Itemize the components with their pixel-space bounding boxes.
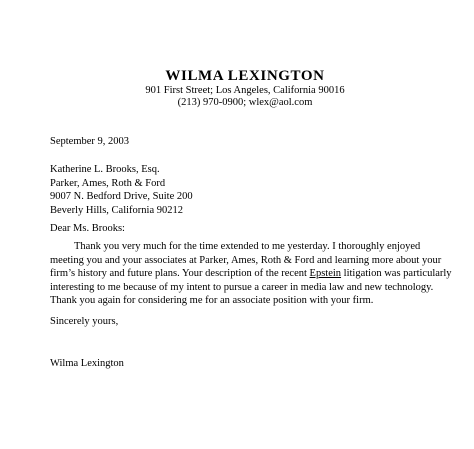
letterhead	[0, 67, 474, 109]
recipient-name: Katherine L. Brooks, Esq.	[50, 164, 160, 175]
letter-date: September 9, 2003	[50, 136, 130, 147]
sender-name: WILMA LEXINGTON	[165, 68, 325, 84]
body-line-1: Thank you very much for the time extended to me yesterday. I thoroughly enjoyed	[74, 241, 421, 252]
recipient-firm: Parker, Ames, Roth & Ford	[50, 177, 166, 189]
body-line-3	[50, 267, 450, 281]
body-line-5: Thank you again for considering me for an associate position with your firm.	[50, 295, 374, 306]
sender-contact: (213) 970-0900; wlex@aol.com	[177, 97, 313, 108]
closing: Sincerely yours,	[50, 316, 119, 327]
body-line-4: interesting to me because of my intent to pursue a career in media law and new technology.	[50, 281, 434, 293]
body-line-3-end: litigation was particularly	[341, 268, 452, 279]
body-paragraph	[50, 240, 450, 308]
sender-address: 901 First Street; Los Angeles, California 90016	[145, 85, 345, 96]
recipient-address	[50, 163, 193, 217]
recipient-city: Beverly Hills, California 90212	[50, 204, 183, 216]
body-line-2: meeting you and your associates at Parker, Ames, Roth & Ford and learning more about your	[50, 254, 442, 266]
salutation: Dear Ms. Brooks:	[50, 223, 125, 234]
epstein-underlined: Epstein	[309, 268, 342, 279]
signature-name: Wilma Lexington	[50, 358, 124, 369]
recipient-street: 9007 N. Bedford Drive, Suite 200	[50, 191, 193, 202]
body-line-3-start: firm’s history and future plans. Your description of the recent	[50, 268, 310, 279]
